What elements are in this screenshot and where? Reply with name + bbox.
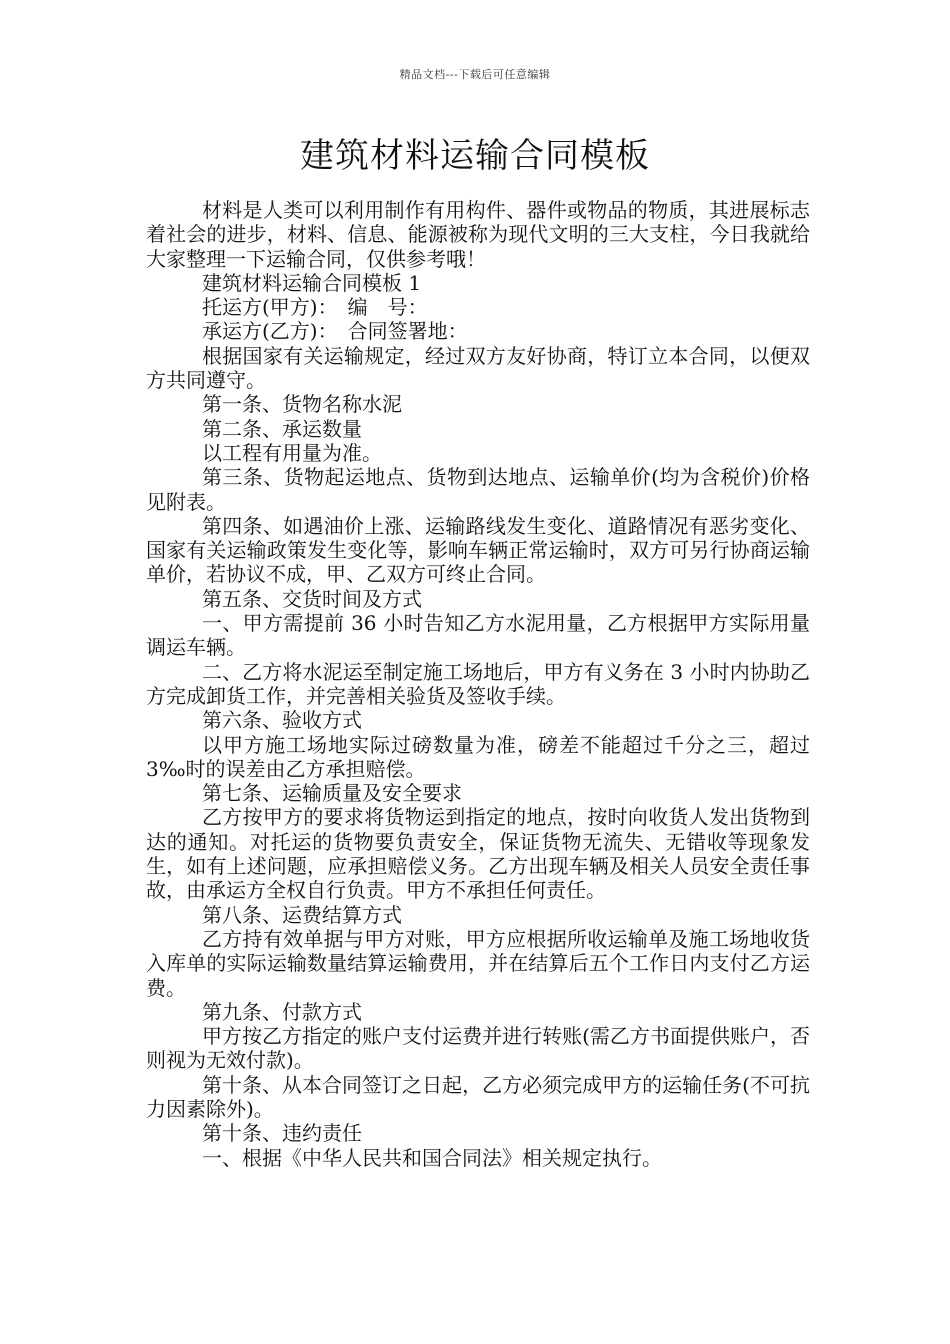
paragraph-article-8: 第八条、运费结算方式 <box>202 902 402 927</box>
paragraph-article-5-item-2: 二、乙方将水泥运至制定施工场地后，甲方有义务在 3 小时内协助乙方完成卸货工作，并完善相关验货及签收手续。 <box>146 659 810 708</box>
paragraph-carrier: 承运方(乙方)： 合同签署地： <box>202 319 468 344</box>
paragraph-article-8-body: 乙方持有效单据与甲方对账，甲方应根据所收运输单及施工场地收货入库单的实际运输数量结算运输费用，并在结算后五个工作日内支付乙方运费。 <box>146 926 810 1000</box>
paragraph-article-3: 第三条、货物起运地点、货物到达地点、运输单价(均为含税价)价格见附表。 <box>146 465 810 514</box>
paragraph-shipper: 托运方(甲方)： 编 号： <box>202 295 428 320</box>
paragraph-article-2: 第二条、承运数量 <box>202 416 362 441</box>
paragraph-article-9-body: 甲方按乙方指定的账户支付运费并进行转账(需乙方书面提供账户，否则视为无效付款)。 <box>146 1024 810 1073</box>
paragraph-article-6-body: 以甲方施工场地实际过磅数量为准，磅差不能超过千分之三，超过 3‰时的误差由乙方承担赔偿。 <box>146 732 810 781</box>
paragraph-article-1: 第一条、货物名称水泥 <box>202 392 402 417</box>
document-body <box>146 198 810 1170</box>
paragraph-template-heading: 建筑材料运输合同模板 1 <box>202 270 422 295</box>
paragraph-article-4: 第四条、如遇油价上涨、运输路线发生变化、道路情况有恶劣变化、国家有关运输政策发生变化等，影响车辆正常运输时，双方可另行协商运输单价，若协议不成，甲、乙双方可终止合同。 <box>146 513 810 587</box>
paragraph-article-7: 第七条、运输质量及安全要求 <box>202 781 462 806</box>
paragraph-article-10b: 第十条、违约责任 <box>202 1121 362 1146</box>
document-title: 建筑材料运输合同模板 <box>300 136 650 176</box>
paragraph-preamble: 根据国家有关运输规定，经过双方友好协商，特订立本合同，以便双方共同遵守。 <box>146 343 810 393</box>
paragraph-article-10b-item-1: 一、根据《中华人民共和国合同法》相关规定执行。 <box>202 1145 662 1170</box>
paragraph-article-6: 第六条、验收方式 <box>202 708 362 733</box>
paragraph-intro: 材料是人类可以利用制作有用构件、器件或物品的物质，其进展标志着社会的进步，材料、信息、能源被称为现代文明的三大支柱，今日我就给大家整理一下运输合同，仅供参考哦！ <box>146 198 810 271</box>
paragraph-article-2-body: 以工程有用量为准。 <box>202 440 382 465</box>
paragraph-article-9: 第九条、付款方式 <box>202 999 362 1024</box>
paragraph-article-5-item-1: 一、甲方需提前 36 小时告知乙方水泥用量，乙方根据甲方实际用量调运车辆。 <box>146 611 810 660</box>
paragraph-article-5: 第五条、交货时间及方式 <box>202 586 422 611</box>
paragraph-article-7-body: 乙方按甲方的要求将货物运到指定的地点，按时向收货人发出货物到达的通知。对托运的货物要负责安全，保证货物无流失、无错收等现象发生，如有上述问题，应承担赔偿义务。乙方出现车辆及相关人员安全责任事故，由承运方全权自行负责。甲方不承担任何责任。 <box>146 805 810 903</box>
paragraph-article-10: 第十条、从本合同签订之日起，乙方必须完成甲方的运输任务(不可抗力因素除外)。 <box>146 1072 810 1121</box>
document-header: 精品文档---下载后可任意编辑 <box>399 68 551 81</box>
